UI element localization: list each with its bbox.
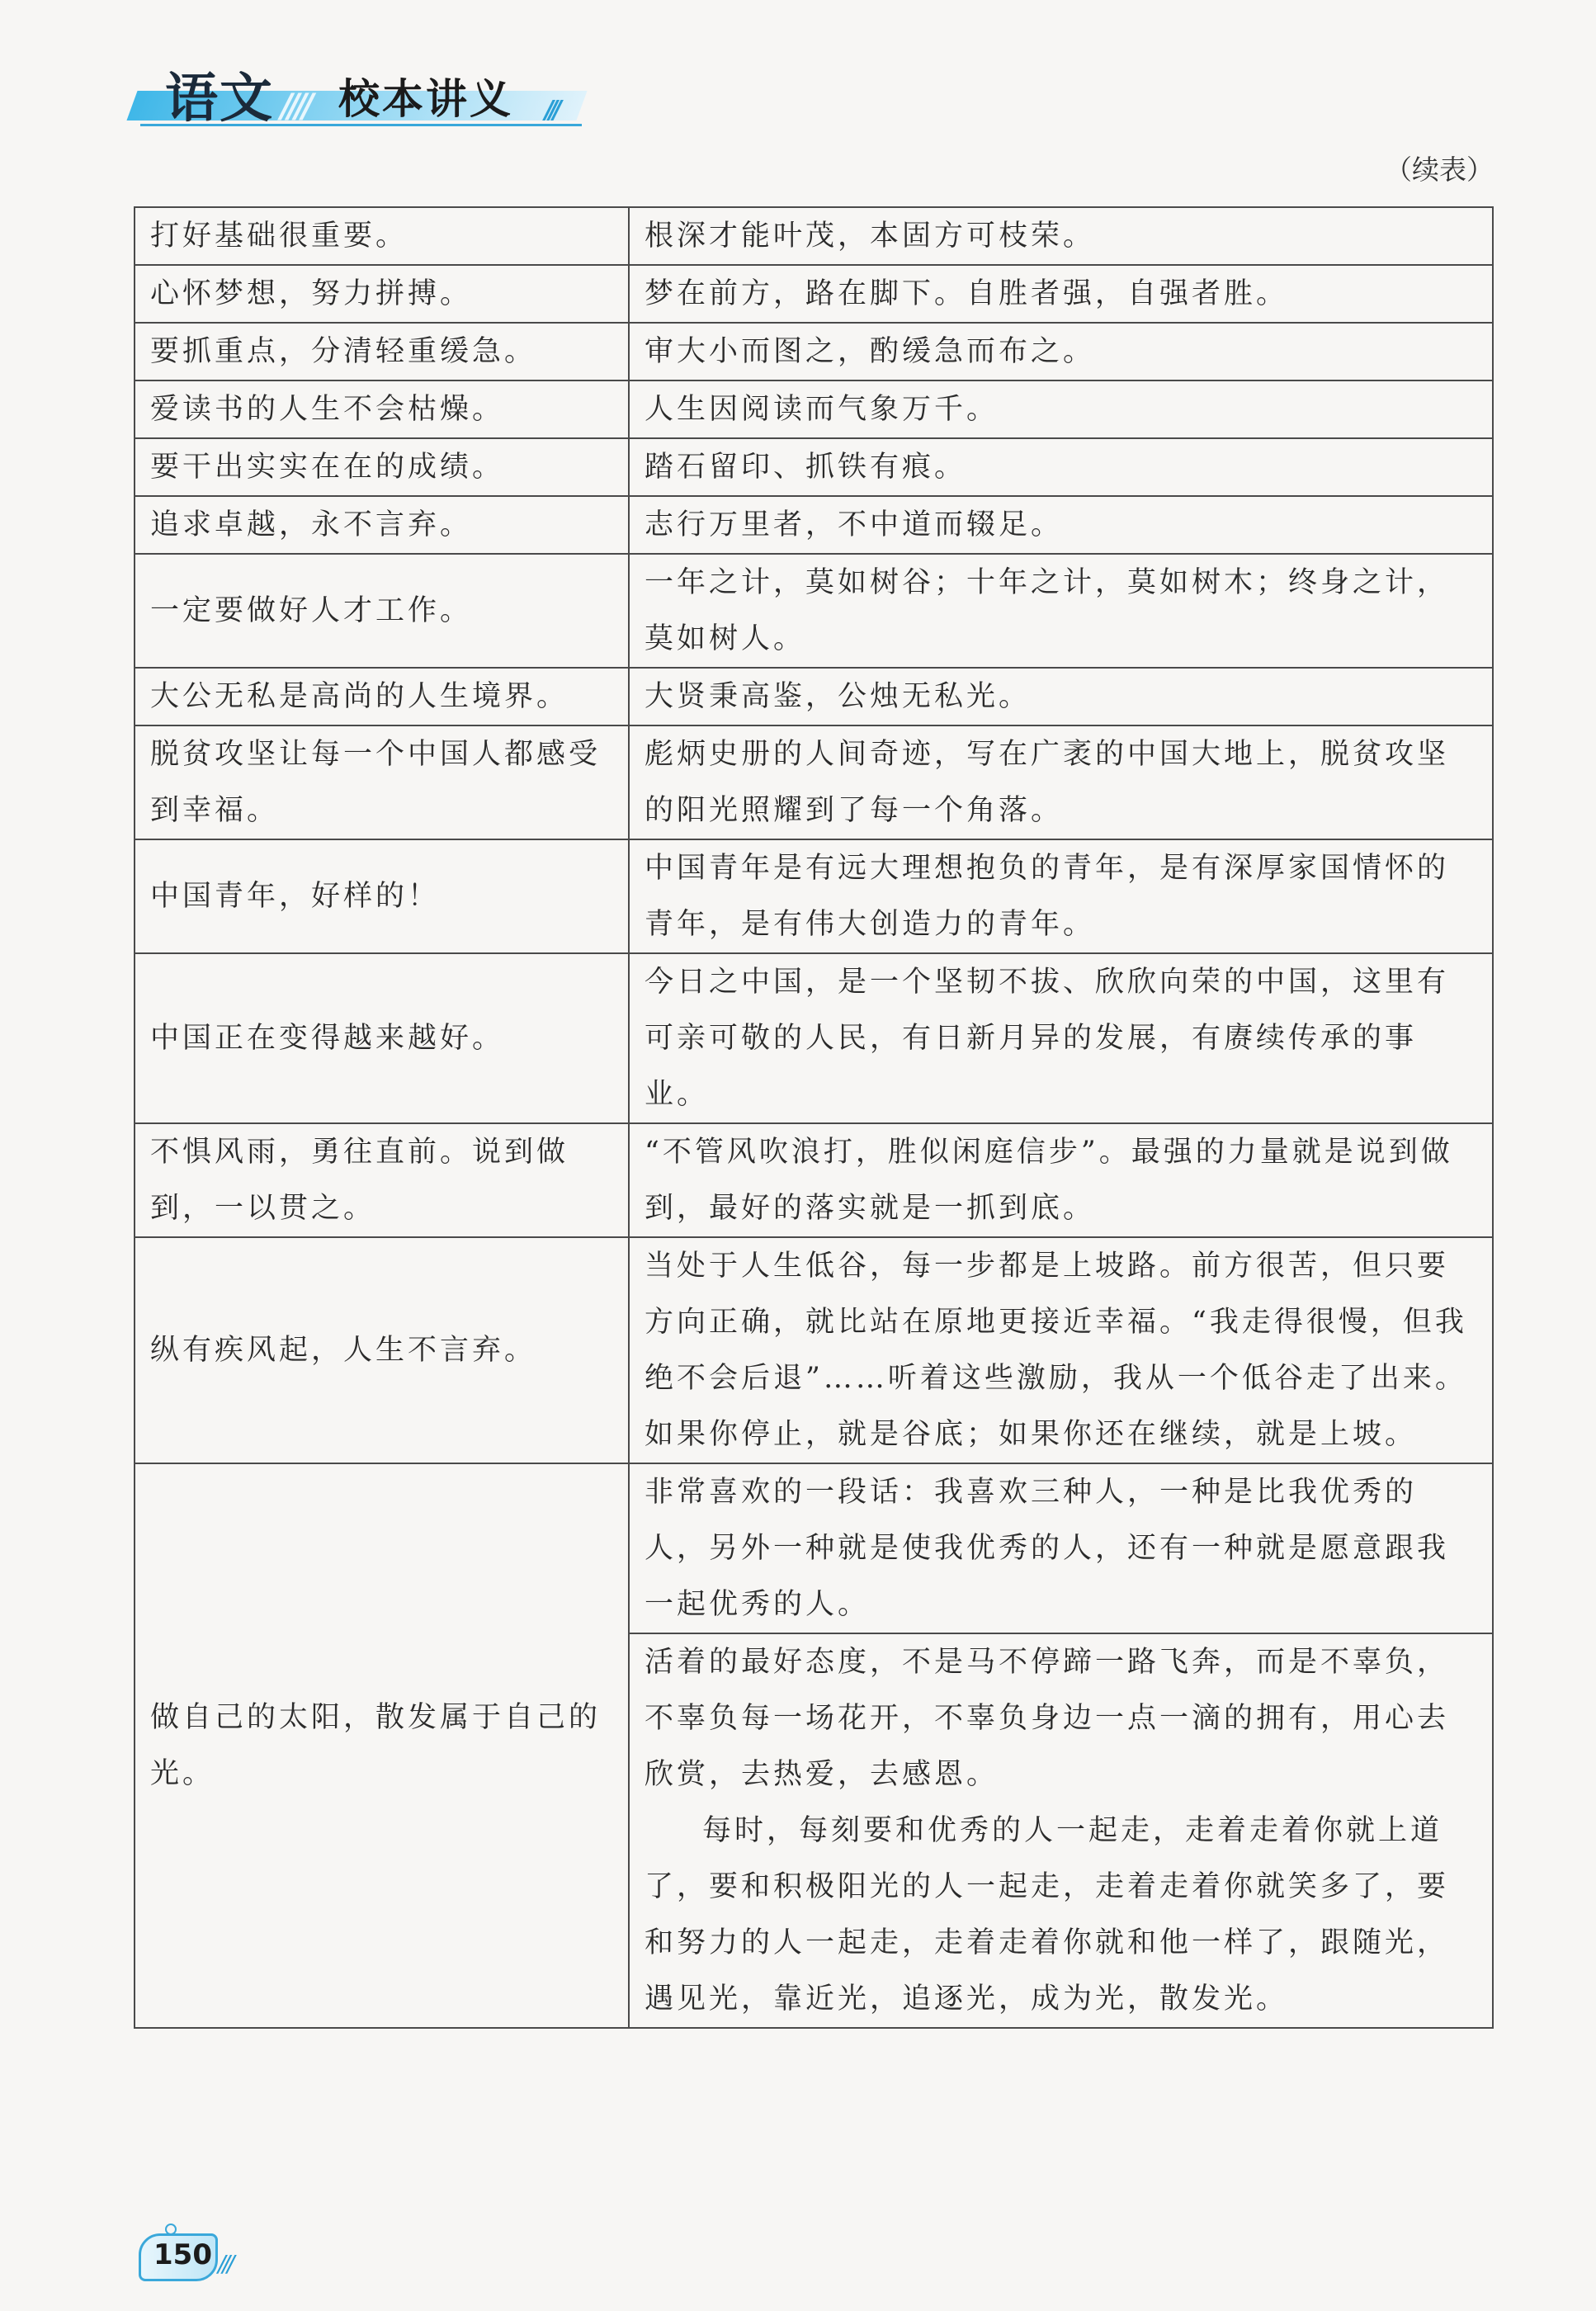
page-number-slash-decoration: /// xyxy=(218,2250,232,2277)
table-cell-plain: 纵有疾风起，人生不言弃。 xyxy=(135,1237,629,1463)
table-row xyxy=(135,668,1493,725)
table-cell-plain: 爱读书的人生不会枯燥。 xyxy=(135,380,629,438)
table-cell-plain: 做自己的太阳，散发属于自己的光。 xyxy=(135,1463,629,2028)
page-number-dot xyxy=(165,2224,177,2235)
quote-paragraph-indented: 每时，每刻要和优秀的人一起走，走着走着你就上道了，要和积极阳光的人一起走，走着走着你就笑多了，要和努力的人一起走，走着走着你就和他一样了，跟随光，遇见光，靠近光，追逐光，成为光，散发光。 xyxy=(645,1814,1450,2016)
table-cell-quote: 今日之中国，是一个坚韧不拔、欣欣向荣的中国，这里有可亲可敬的人民，有日新月异的发展，有赓续传承的事业。 xyxy=(629,953,1493,1123)
table-cell-quote: “不管风吹浪打，胜似闲庭信步”。最强的力量就是说到做到，最好的落实就是一抓到底。 xyxy=(629,1123,1493,1237)
subject-title: 语文 xyxy=(165,69,274,130)
table-cell-plain: 追求卓越，永不言弃。 xyxy=(135,496,629,554)
header-slash-decoration: //// xyxy=(281,87,309,125)
table-cell-plain: 打好基础很重要。 xyxy=(135,207,629,265)
phrase-table xyxy=(134,206,1494,2029)
table-cell-plain: 中国青年，好样的！ xyxy=(135,839,629,953)
table-cell-quote: 梦在前方，路在脚下。自胜者强，自强者胜。 xyxy=(629,265,1493,323)
table-row xyxy=(135,265,1493,323)
table-cell-plain: 中国正在变得越来越好。 xyxy=(135,953,629,1123)
page-header xyxy=(132,48,582,130)
continued-label: （续表） xyxy=(1385,154,1494,186)
table-row xyxy=(135,554,1493,668)
table-cell-quote-multi xyxy=(629,1633,1493,2028)
table-row xyxy=(135,953,1493,1123)
page-number-badge xyxy=(132,2228,232,2280)
table-cell-quote: 踏石留印、抓铁有痕。 xyxy=(629,438,1493,496)
table-row xyxy=(135,725,1493,839)
table-cell-quote: 根深才能叶茂，本固方可枝荣。 xyxy=(629,207,1493,265)
table-row xyxy=(135,496,1493,554)
quote-paragraph: 活着的最好态度，不是马不停蹄一路飞奔，而是不辜负，不辜负每一场花开，不辜负身边一点一滴的拥有，用心去欣赏，去热爱，去感恩。 xyxy=(645,1646,1450,1791)
table-row xyxy=(135,1123,1493,1237)
table-cell-plain: 心怀梦想，努力拼搏。 xyxy=(135,265,629,323)
table-cell-plain: 脱贫攻坚让每一个中国人都感受到幸福。 xyxy=(135,725,629,839)
table-cell-quote: 非常喜欢的一段话：我喜欢三种人，一种是比我优秀的人，另外一种就是使我优秀的人，还有一种就是愿意跟我一起优秀的人。 xyxy=(629,1463,1493,1633)
table-cell-plain: 大公无私是高尚的人生境界。 xyxy=(135,668,629,725)
table-cell-quote: 中国青年是有远大理想抱负的青年，是有深厚家国情怀的青年，是有伟大创造力的青年。 xyxy=(629,839,1493,953)
table-row xyxy=(135,380,1493,438)
table-cell-quote: 志行万里者，不中道而辍足。 xyxy=(629,496,1493,554)
course-title: 校本讲义 xyxy=(338,75,513,123)
table-cell-plain: 要抓重点，分清轻重缓急。 xyxy=(135,323,629,380)
table-cell-quote: 一年之计，莫如树谷；十年之计，莫如树木；终身之计，莫如树人。 xyxy=(629,554,1493,668)
table-row xyxy=(135,839,1493,953)
table-row xyxy=(135,1237,1493,1463)
table-cell-quote: 大贤秉高鉴，公烛无私光。 xyxy=(629,668,1493,725)
table-cell-quote: 彪炳史册的人间奇迹，写在广袤的中国大地上，脱贫攻坚的阳光照耀到了每一个角落。 xyxy=(629,725,1493,839)
table-cell-plain: 不惧风雨，勇往直前。说到做到，一以贯之。 xyxy=(135,1123,629,1237)
table-cell-plain: 一定要做好人才工作。 xyxy=(135,554,629,668)
table-cell-quote: 人生因阅读而气象万千。 xyxy=(629,380,1493,438)
header-slash-decoration-end: /// xyxy=(545,96,557,125)
table-row xyxy=(135,1463,1493,1633)
table-cell-plain: 要干出实实在在的成绩。 xyxy=(135,438,629,496)
table-row xyxy=(135,323,1493,380)
table-cell-quote: 审大小而图之，酌缓急而布之。 xyxy=(629,323,1493,380)
page-number: 150 xyxy=(153,2238,212,2271)
table-row xyxy=(135,207,1493,265)
table-cell-quote: 当处于人生低谷，每一步都是上坡路。前方很苦，但只要方向正确，就比站在原地更接近幸福。“我走得很慢，但我绝不会后退”……听着这些激励，我从一个低谷走了出来。如果你停止，就是谷底；如果你还在继续，就是上坡。 xyxy=(629,1237,1493,1463)
table-row xyxy=(135,438,1493,496)
